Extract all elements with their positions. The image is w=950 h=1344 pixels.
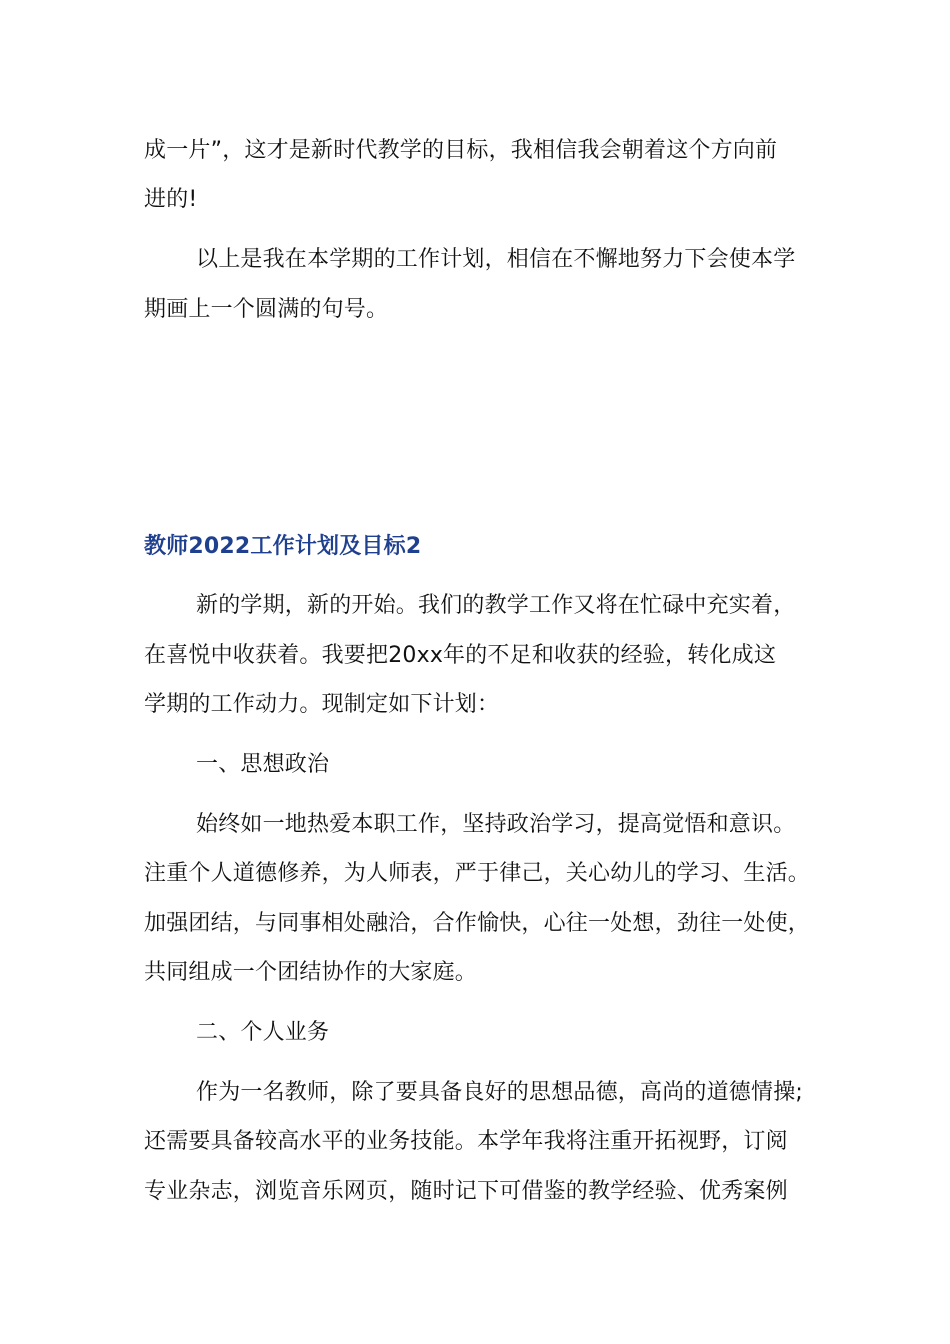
top-paragraph-line-2: 进的! — [144, 187, 198, 212]
intro-paragraph-line-2: 在喜悦中收获着。我要把20xx年的不足和收获的经验，转化成这 — [144, 643, 777, 668]
business-paragraph-line-1: 作为一名教师，除了要具备良好的思想品德，高尚的道德情操; — [196, 1080, 804, 1105]
politics-paragraph-line-2: 注重个人道德修养，为人师表，严于律己，关心幼儿的学习、生活。 — [144, 861, 811, 886]
heading-politics: 一、思想政治 — [196, 752, 330, 777]
heading-business: 二、个人业务 — [196, 1020, 330, 1045]
intro-paragraph-line-1: 新的学期，新的开始。我们的教学工作又将在忙碌中充实着， — [196, 593, 796, 618]
business-paragraph-line-3: 专业杂志，浏览音乐网页，随时记下可借鉴的教学经验、优秀案例 — [144, 1179, 788, 1204]
politics-paragraph-line-4: 共同组成一个团结协作的大家庭。 — [144, 960, 478, 985]
top-paragraph-line-1: 成一片”，这才是新时代教学的目标，我相信我会朝着这个方向前 — [144, 138, 778, 163]
politics-paragraph-line-1: 始终如一地热爱本职工作，坚持政治学习，提高觉悟和意识。 — [196, 812, 796, 837]
business-paragraph-line-2: 还需要具备较高水平的业务技能。本学年我将注重开拓视野，订阅 — [144, 1129, 788, 1154]
closing-paragraph-line-2: 期画上一个圆满的句号。 — [144, 297, 389, 322]
section-title: 教师2022工作计划及目标2 — [144, 534, 422, 559]
politics-paragraph-line-3: 加强团结，与同事相处融洽，合作愉快，心往一处想，劲往一处使， — [144, 911, 811, 936]
closing-paragraph-line-1: 以上是我在本学期的工作计划，相信在不懈地努力下会使本学 — [196, 247, 796, 272]
intro-paragraph-line-3: 学期的工作动力。现制定如下计划： — [144, 692, 500, 717]
